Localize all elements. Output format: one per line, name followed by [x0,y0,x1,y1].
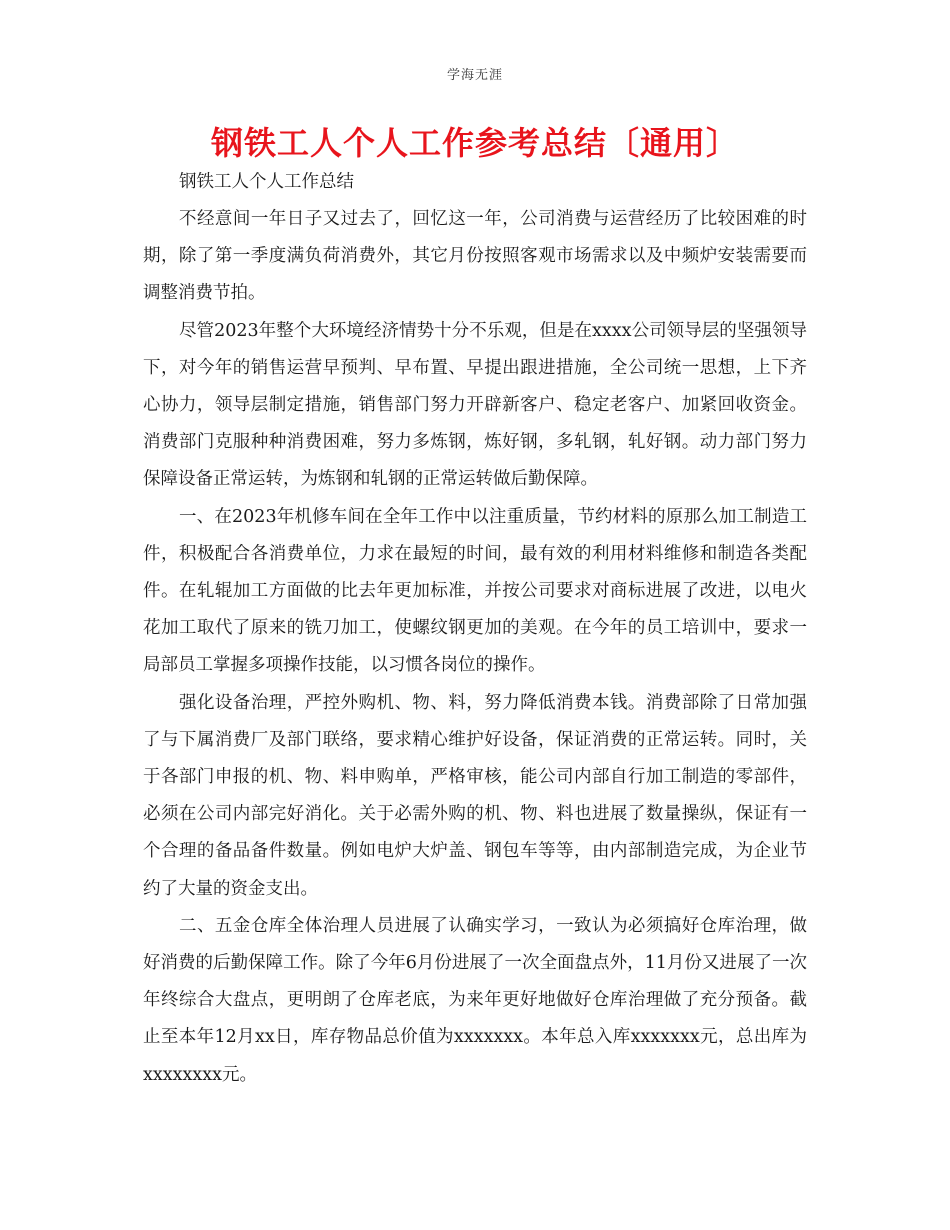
document-subtitle: 钢铁工人个人工作总结 [179,172,354,192]
document-title: 钢铁工人个人工作参考总结〔通用〕 [210,124,739,162]
paragraph: 强化设备治理，严控外购机、物、料，努力降低消费本钱。消费部除了日常加强了与下属消费厂及部门联络，要求精心维护好设备，保证消费的正常运转。同时，关于各部门申报的机、物、料申购单，严格审核，能公司内部自行加工制造的零部件，必须在公司内部完好消化。关于必需外购的机、物、料也进展了数量操纵，保证有一个合理的备品备件数量。例如电炉大炉盖、钢包车等等，由内部制造完成，为企业节约了大量的资金支出。 [143,692,807,899]
header-note: 学海无涯 [446,68,503,83]
paragraph: 尽管2023年整个大环境经济情势十分不乐观，但是在xxxx公司领导层的坚强领导下，对今年的销售运营早预判、早布置、早提出跟进措施，全公司统一思想，上下齐心协力，领导层制定措施，销售部门努力开辟新客户、稳定老客户、加紧回收资金。消费部门克服种种消费困难，努力多炼钢，炼好钢，多轧钢，轧好钢。动力部门努力保障设备正常运转，为炼钢和轧钢的正常运转做后勤保障。 [143,320,807,490]
document-body [143,164,807,1094]
paragraph: 不经意间一年日子又过去了，回忆这一年，公司消费与运营经历了比较困难的时期，除了第一季度满负荷消费外，其它月份按照客观市场需求以及中频炉安装需要而调整消费节拍。 [143,209,807,304]
paragraph: 一、在2023年机修车间在全年工作中以注重质量，节约材料的原那么加工制造工件，积极配合各消费单位，力求在最短的时间，最有效的利用材料维修和制造各类配件。在轧辊加工方面做的比去年更加标准，并按公司要求对商标进展了改进，以电火花加工取代了原来的铣刀加工，使螺纹钢更加的美观。在今年的员工培训中，要求一局部员工掌握多项操作技能，以习惯各岗位的操作。 [143,506,807,676]
paragraph: 二、五金仓库全体治理人员进展了认确实学习，一致认为必须搞好仓库治理，做好消费的后勤保障工作。除了今年6月份进展了一次全面盘点外，11月份又进展了一次年终综合大盘点，更明朗了仓库老底，为来年更好地做好仓库治理做了充分预备。截止至本年12月xx日，库存物品总价值为xxxxxxx。本年总入库xxxxxxx元，总出库为xxxxxxxx元。 [143,915,807,1085]
